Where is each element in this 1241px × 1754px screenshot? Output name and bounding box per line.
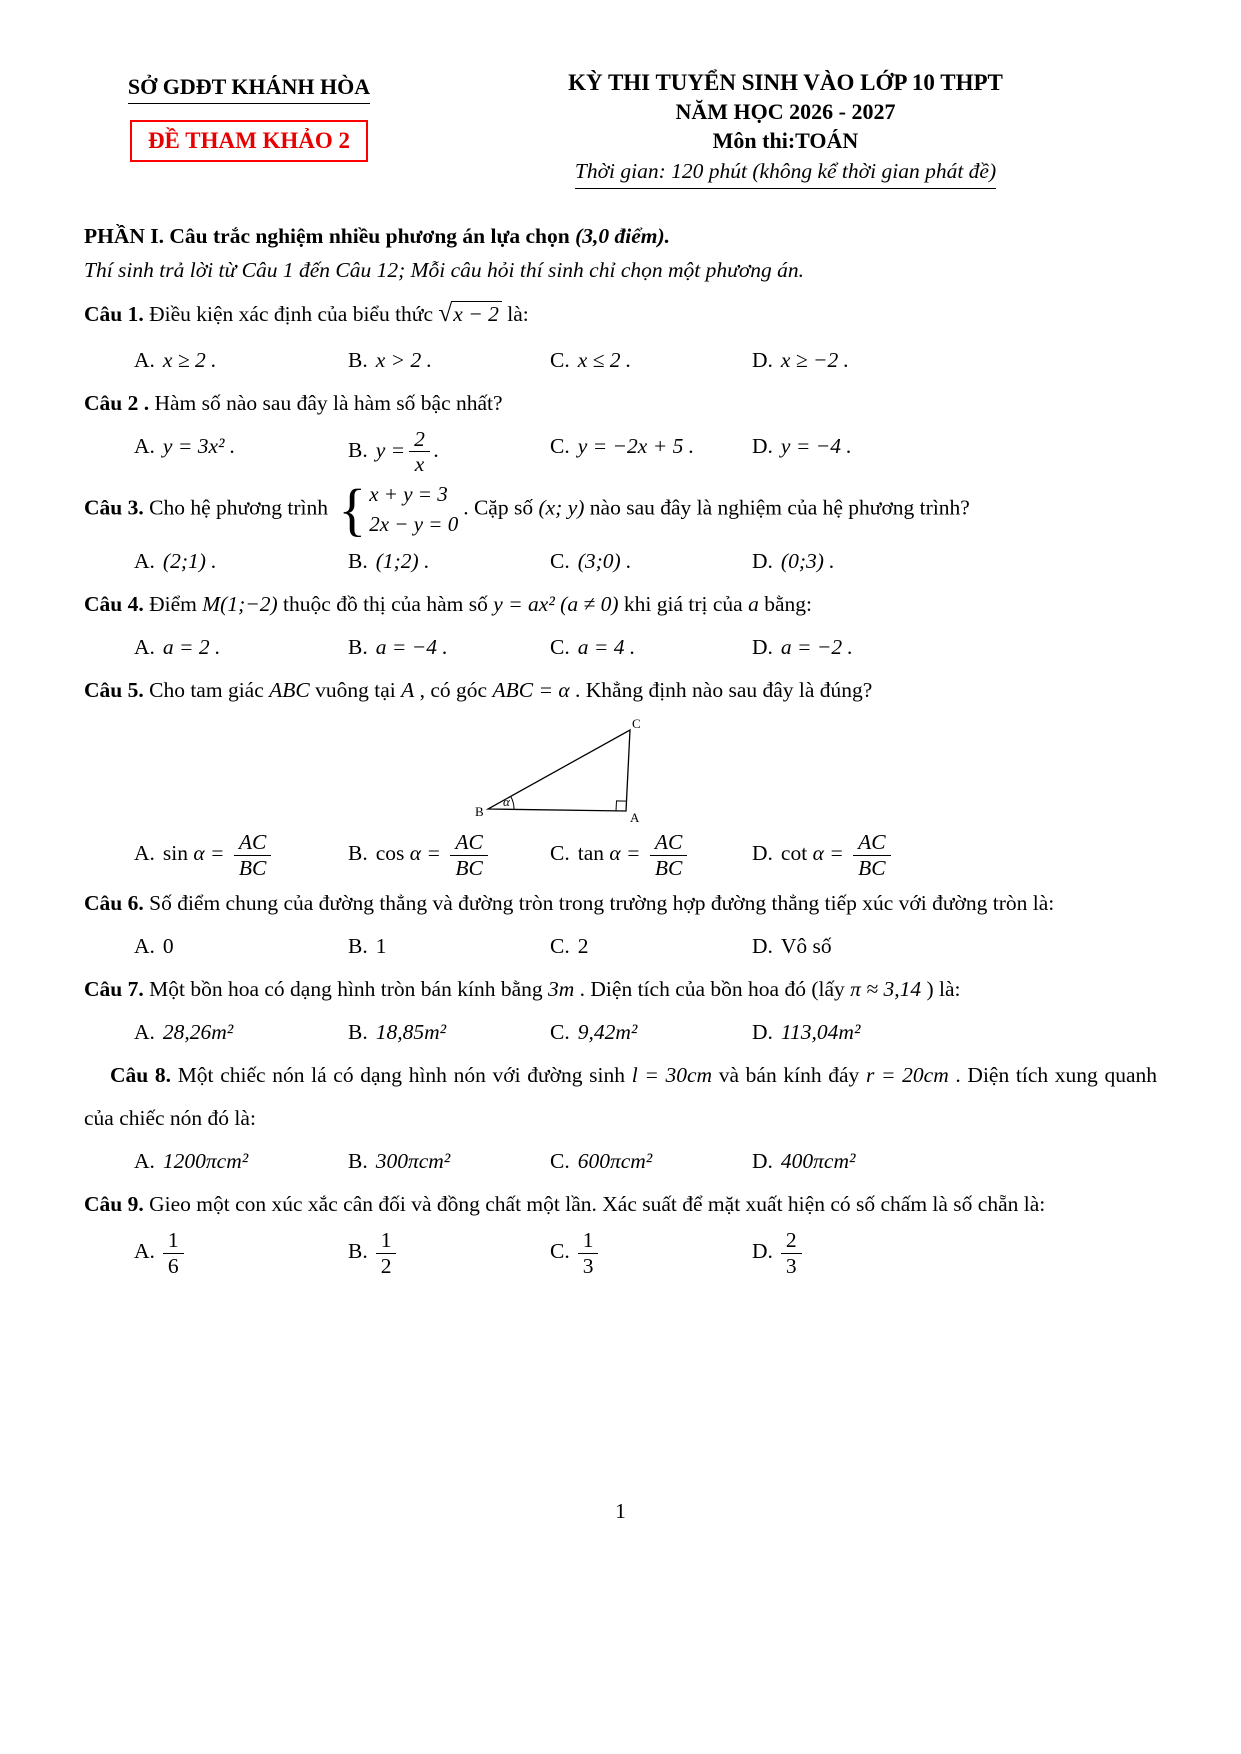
option-letter: D. — [752, 934, 773, 959]
alpha-label: α — [503, 793, 510, 809]
duration-text: Thời gian: 120 phút (không kể thời gian phát đề) — [575, 159, 996, 189]
option-a — [134, 425, 348, 479]
option-letter: D. — [752, 433, 773, 458]
question-5-text3: , có góc — [414, 677, 493, 702]
trig-function: sin — [162, 841, 188, 865]
pi-approx: π ≈ 3,14 — [850, 977, 922, 1002]
question-5-options — [84, 828, 1157, 882]
option-text: x > 2 . — [375, 347, 433, 372]
option-b — [348, 425, 550, 479]
option-text: 0 — [162, 934, 174, 959]
question-3-text3: nào sau đây là nghiệm của hệ phương trình? — [584, 495, 970, 520]
fraction-numerator: AC — [450, 830, 487, 856]
vertex-c-label: C — [632, 717, 641, 731]
question-5-text: Cho tam giác — [143, 677, 270, 702]
option-c — [550, 1011, 752, 1054]
equation-1: x + y = 3 — [369, 481, 448, 506]
option-letter: C. — [550, 433, 570, 458]
question-4-text: Điểm — [143, 591, 203, 616]
question-3-options — [84, 540, 1157, 583]
radicand: x − 2 — [452, 301, 502, 326]
duration-line — [414, 159, 1157, 189]
question-7 — [84, 968, 1157, 1011]
fraction-numerator: AC — [650, 830, 687, 856]
option-letter: C. — [550, 934, 570, 959]
trig-equals: α = — [188, 841, 230, 865]
option-text: a = −4 . — [375, 634, 448, 659]
option-c — [550, 540, 752, 583]
option-text: Vô số — [780, 934, 832, 959]
triangle-svg — [474, 718, 654, 826]
option-c — [550, 1140, 752, 1183]
question-3 — [84, 476, 1157, 542]
trig-function: cos — [375, 841, 405, 865]
question-1-text: Điều kiện xác định của biểu thức — [143, 301, 439, 326]
question-7-label: Câu 7. — [84, 977, 144, 1002]
fraction-numerator: 2 — [409, 427, 430, 453]
radical-sign: √ — [438, 298, 453, 327]
option-text: 113,04m² — [780, 1020, 861, 1045]
fraction — [409, 427, 430, 477]
sqrt-expression — [438, 298, 501, 327]
question-4 — [84, 583, 1157, 626]
option-text: y = −4 . — [780, 433, 852, 458]
fraction — [234, 830, 271, 880]
fraction-numerator: AC — [853, 830, 890, 856]
question-1 — [84, 288, 1157, 339]
option-letter: C. — [550, 634, 570, 659]
header — [84, 70, 1157, 189]
option-letter: B. — [348, 1149, 368, 1174]
option-b — [348, 1140, 550, 1183]
condition: (a ≠ 0) — [554, 591, 619, 616]
option-d — [752, 828, 1157, 882]
question-2-label: Câu 2 . — [84, 390, 150, 415]
option-text: 300πcm² — [375, 1149, 451, 1174]
option-letter: C. — [550, 841, 570, 865]
option-a — [134, 1226, 348, 1280]
option-letter: A. — [134, 634, 155, 659]
school-year: NĂM HỌC 2026 - 2027 — [675, 99, 896, 124]
fraction-denominator: x — [414, 452, 425, 477]
option-text: (1;2) . — [375, 548, 430, 573]
pair-notation: (x; y) — [538, 495, 585, 520]
option-letter: D. — [752, 1020, 773, 1045]
variable-a: a — [748, 591, 759, 616]
option-d — [752, 1011, 1157, 1054]
option-b — [348, 540, 550, 583]
option-letter: D. — [752, 1239, 773, 1264]
option-letter: C. — [550, 1149, 570, 1174]
fraction-denominator: BC — [238, 855, 267, 880]
question-5-text4: . Khẳng định nào sau đây là đúng? — [569, 677, 873, 702]
option-a — [134, 626, 348, 669]
fraction-denominator: 6 — [167, 1254, 179, 1278]
question-7-text3: ) là: — [921, 977, 961, 1002]
question-8-text2: và bán kính đáy — [712, 1063, 866, 1088]
option-letter: D. — [752, 634, 773, 659]
question-7-options — [84, 1011, 1157, 1054]
question-9-label: Câu 9. — [84, 1192, 144, 1217]
option-c — [550, 339, 752, 382]
header-left — [84, 70, 414, 189]
trig-function: tan — [577, 841, 604, 865]
option-a — [134, 339, 348, 382]
vertex-a-ref: A — [401, 677, 415, 702]
department-name: SỞ GDĐT KHÁNH HÒA — [128, 74, 370, 104]
question-8-text: Một chiếc nón lá có dạng hình nón với đường sinh — [171, 1063, 632, 1088]
angle-arc — [511, 796, 514, 809]
header-right — [414, 70, 1157, 189]
fraction — [163, 1228, 184, 1278]
option-b — [348, 1011, 550, 1054]
slant-height: l = 30cm — [631, 1063, 713, 1088]
question-6-label: Câu 6. — [84, 891, 144, 916]
option-letter: C. — [550, 1239, 570, 1264]
option-a — [134, 1011, 348, 1054]
option-c — [550, 828, 752, 882]
angle-expr: ABC = α — [492, 677, 570, 702]
option-b — [348, 339, 550, 382]
base-radius: r = 20cm — [865, 1063, 949, 1088]
option-letter: D. — [752, 841, 773, 865]
option-text: 2 — [577, 934, 589, 959]
question-6-text: Số điểm chung của đường thẳng và đường tròn trong trường hợp đường thẳng tiếp xúc với đường tròn là: — [143, 891, 1055, 916]
option-d — [752, 626, 1157, 669]
question-4-label: Câu 4. — [84, 591, 144, 616]
question-9-text: Gieo một con xúc xắc cân đối và đồng chất một lần. Xác suất để mặt xuất hiện có số chấm là số chẵn là: — [143, 1192, 1046, 1217]
equation-system — [338, 476, 459, 542]
option-d — [752, 540, 1157, 583]
option-text: 600πcm² — [577, 1149, 653, 1174]
part1-instruction: Thí sinh trả lời từ Câu 1 đến Câu 12; Mỗi câu hỏi thí sinh chỉ chọn một phương án. — [84, 258, 805, 283]
question-7-text2: . Diện tích của bồn hoa đó (lấy — [574, 977, 851, 1002]
fraction-denominator: 3 — [582, 1254, 594, 1278]
option-text: x ≥ −2 . — [780, 347, 850, 372]
option-text: x ≥ 2 . — [162, 347, 217, 372]
question-3-label: Câu 3. — [84, 495, 144, 520]
option-text: 28,26m² — [162, 1020, 234, 1045]
option-letter: D. — [752, 548, 773, 573]
point-m: M(1;−2) — [202, 591, 278, 616]
question-9 — [84, 1183, 1157, 1226]
option-post: . — [433, 437, 440, 462]
triangle-figure — [474, 718, 1157, 826]
option-d — [752, 1140, 1157, 1183]
radius-value: 3m — [548, 977, 575, 1002]
question-8-text3: . Diện tích xung quanh của chiếc nón đó là: — [84, 1063, 1157, 1131]
question-4-options — [84, 626, 1157, 669]
option-b — [348, 925, 550, 968]
option-d — [752, 925, 1157, 968]
option-c — [550, 626, 752, 669]
question-8-options — [84, 1140, 1157, 1183]
option-letter: D. — [752, 1149, 773, 1174]
question-2 — [84, 382, 1157, 425]
question-4-text2: thuộc đồ thị của hàm số — [277, 591, 494, 616]
option-b — [348, 828, 550, 882]
option-letter: B. — [348, 934, 368, 959]
function-expr: y = ax² — [493, 591, 555, 616]
option-pre: y = — [375, 437, 406, 462]
page-number: 1 — [615, 1499, 626, 1523]
option-letter: C. — [550, 347, 570, 372]
option-text: (3;0) . — [577, 548, 632, 573]
option-letter: A. — [134, 1020, 155, 1045]
fraction — [650, 830, 687, 880]
question-4-text4: bằng: — [758, 591, 812, 616]
fraction-numerator: 2 — [781, 1228, 802, 1254]
right-angle-marker — [616, 801, 627, 811]
subject: Môn thi:TOÁN — [712, 128, 859, 153]
part1-points: (3,0 điểm). — [575, 224, 671, 248]
option-text: 18,85m² — [375, 1020, 447, 1045]
option-a — [134, 925, 348, 968]
option-d — [752, 339, 1157, 382]
option-d — [752, 1226, 1157, 1280]
option-text: (2;1) . — [162, 548, 217, 573]
trig-equals: α = — [404, 841, 447, 865]
question-7-text: Một bồn hoa có dạng hình tròn bán kính bằng — [143, 977, 548, 1002]
fraction-denominator: BC — [654, 855, 683, 880]
question-4-text3: khi giá trị của — [618, 591, 749, 616]
option-text: 1 — [375, 934, 387, 959]
part1-heading-text: PHẦN I. Câu trắc nghiệm nhiều phương án lựa chọn — [84, 224, 576, 248]
fraction-numerator: 1 — [163, 1228, 184, 1254]
option-a — [134, 540, 348, 583]
exam-code-box: ĐỀ THAM KHẢO 2 — [130, 120, 368, 162]
question-2-text: Hàm số nào sau đây là hàm số bậc nhất? — [149, 390, 503, 415]
option-text: x ≤ 2 . — [577, 347, 632, 372]
option-text: 9,42m² — [577, 1020, 638, 1045]
option-text: y = 3x² . — [162, 433, 236, 458]
fraction — [376, 1228, 397, 1278]
fraction-denominator: 2 — [380, 1254, 392, 1278]
option-text: 1200πcm² — [162, 1149, 249, 1174]
question-5-label: Câu 5. — [84, 677, 144, 702]
fraction-numerator: 1 — [578, 1228, 599, 1254]
option-d — [752, 425, 1157, 479]
question-5-text2: vuông tại — [309, 677, 402, 702]
option-letter: A. — [134, 548, 155, 573]
option-letter: D. — [752, 347, 773, 372]
part1-heading — [84, 219, 1157, 253]
fraction-denominator: BC — [858, 855, 886, 880]
question-6 — [84, 882, 1157, 925]
vertex-a-label: A — [630, 809, 640, 825]
option-letter: C. — [550, 1020, 570, 1045]
exam-title: KỲ THI TUYỂN SINH VÀO LỚP 10 THPT — [568, 70, 1003, 95]
option-text: a = 2 . — [162, 634, 221, 659]
fraction — [781, 1228, 802, 1278]
option-letter: B. — [348, 1020, 368, 1045]
option-text: 400πcm² — [780, 1149, 856, 1174]
option-letter: B. — [348, 1239, 368, 1264]
option-b — [348, 1226, 550, 1280]
option-letter: A. — [134, 433, 155, 458]
question-8 — [84, 1054, 1157, 1140]
question-1-label: Câu 1. — [84, 301, 144, 326]
fraction — [578, 1228, 599, 1278]
option-text: y = −2x + 5 . — [577, 433, 695, 458]
fraction-denominator: BC — [455, 855, 483, 880]
fraction-denominator: 3 — [785, 1254, 797, 1278]
trig-equals: α = — [807, 841, 850, 865]
option-letter: B. — [348, 841, 368, 865]
question-3-text2: . Cặp số — [463, 495, 539, 520]
option-letter: B. — [348, 548, 368, 573]
trig-equals: α = — [604, 841, 646, 865]
option-text: a = 4 . — [577, 634, 636, 659]
option-c — [550, 425, 752, 479]
triangle-name: ABC — [269, 677, 310, 702]
system-brace: { — [338, 476, 367, 542]
equation-2: 2x − y = 0 — [369, 512, 459, 537]
system-equations — [369, 479, 458, 540]
option-text: (0;3) . — [780, 548, 835, 573]
question-1-text-after: là: — [501, 301, 529, 326]
fraction — [450, 830, 487, 880]
fraction-numerator: 1 — [376, 1228, 397, 1254]
option-letter: A. — [134, 347, 155, 372]
option-letter: B. — [348, 437, 368, 462]
option-letter: C. — [550, 548, 570, 573]
question-5 — [84, 669, 1157, 712]
option-b — [348, 626, 550, 669]
option-letter: B. — [348, 634, 368, 659]
question-8-label: Câu 8. — [110, 1063, 172, 1088]
question-2-options — [84, 425, 1157, 479]
fraction-numerator: AC — [234, 830, 271, 856]
option-c — [550, 925, 752, 968]
question-9-options — [84, 1226, 1157, 1280]
option-letter: A. — [134, 1239, 155, 1264]
option-c — [550, 1226, 752, 1280]
option-letter: A. — [134, 934, 155, 959]
question-3-text: Cho hệ phương trình — [143, 495, 334, 520]
option-a — [134, 828, 348, 882]
option-letter: B. — [348, 347, 368, 372]
option-text: a = −2 . — [780, 634, 853, 659]
trig-function: cot — [780, 841, 808, 865]
option-letter: A. — [134, 841, 155, 865]
option-a — [134, 1140, 348, 1183]
vertex-b-label: B — [475, 803, 484, 819]
question-6-options — [84, 925, 1157, 968]
question-1-options — [84, 339, 1157, 382]
fraction — [853, 830, 890, 880]
option-letter: A. — [134, 1149, 155, 1174]
